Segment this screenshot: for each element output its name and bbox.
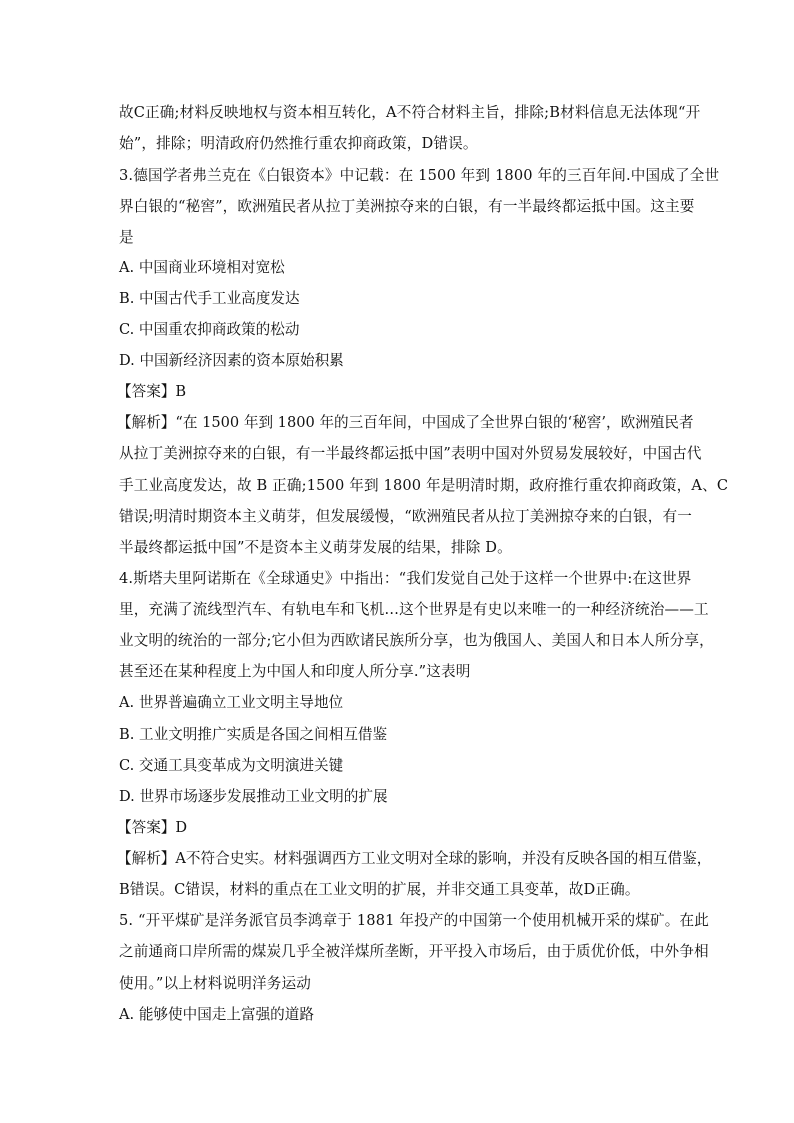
question-3-analysis: 手工业高度发达，故 B 正确;1500 年到 1800 年是明清时期，政府推行重农抑商政策，A、C xyxy=(119,477,729,494)
question-4-stem: 甚至还在某种程度上为中国人和印度人所分享.”这表明 xyxy=(119,663,471,680)
question-3-analysis: 从拉丁美洲掠夺来的白银，有一半最终都运抵中国”表明中国对外贸易发展较好，中国古代 xyxy=(119,445,702,462)
question-4-analysis: 【解析】A不符合史实。材料强调西方工业文明对全球的影响，并没有反映各国的相互借鉴， xyxy=(117,850,712,867)
question-3-option-b: B. 中国古代手工业高度发达 xyxy=(119,290,300,307)
question-3-option-d: D. 中国新经济因素的资本原始积累 xyxy=(119,352,344,369)
question-3-answer: 【答案】B xyxy=(117,383,187,400)
question-4-stem: 业文明的统治的一部分;它小但为西欧诸民族所分享，也为俄国人、美国人和日本人所分享， xyxy=(119,632,714,649)
question-4-option-c: C. 交通工具变革成为文明演进关键 xyxy=(119,757,344,774)
text-line: 故C正确;材料反映地权与资本相互转化，A不符合材料主旨，排除;B材料信息无法体现“开 xyxy=(119,104,701,121)
question-3-analysis: 半最终都运抵中国”不是资本主义萌芽发展的结果，排除 D。 xyxy=(119,539,512,556)
question-4-option-a: A. 世界普遍确立工业文明主导地位 xyxy=(119,694,344,711)
question-4-option-d: D. 世界市场逐步发展推动工业文明的扩展 xyxy=(119,788,388,805)
question-5-stem: 之前通商口岸所需的煤炭几乎全被洋煤所垄断，开平投入市场后，由于质优价低，中外争相 xyxy=(119,943,709,960)
question-5-stem: 使用。”以上材料说明洋务运动 xyxy=(119,975,311,992)
question-3-option-c: C. 中国重农抑商政策的松动 xyxy=(119,321,300,338)
question-4-analysis: B错误。C错误，材料的重点在工业文明的扩展，并非交通工具变革，故D正确。 xyxy=(119,881,640,898)
question-4-stem: 4.斯塔夫里阿诺斯在《全球通史》中指出：“我们发觉自己处于这样一个世界中:在这世界 xyxy=(119,570,692,587)
question-3-option-a: A. 中国商业环境相对宽松 xyxy=(119,259,285,276)
question-5-option-a: A. 能够使中国走上富强的道路 xyxy=(119,1006,314,1023)
text-line: 始”，排除；明清政府仍然推行重农抑商政策，D错误。 xyxy=(119,135,478,152)
question-4-option-b: B. 工业文明推广实质是各国之间相互借鉴 xyxy=(119,726,388,743)
question-5-stem: 5. “开平煤矿是洋务派官员李鸿章于 1881 年投产的中国第一个使用机械开采的煤矿。在此 xyxy=(119,912,709,929)
question-4-stem: 里，充满了流线型汽车、有轨电车和飞机…这个世界是有史以来唯一的一种经济统治——工 xyxy=(119,601,709,618)
question-3-stem: 3.德国学者弗兰克在《白银资本》中记载：在 1500 年到 1800 年的三百年间.中国成了全世 xyxy=(119,167,720,184)
question-4-answer: 【答案】D xyxy=(117,819,188,836)
question-3-analysis: 【解析】“在 1500 年到 1800 年的三百年间，中国成了全世界白银的‘秘窖’，欧洲殖民者 xyxy=(117,414,694,431)
question-3-stem: 界白银的“秘窖”，欧洲殖民者从拉丁美洲掠夺来的白银，有一半最终都运抵中国。这主要 xyxy=(119,198,695,215)
question-3-analysis: 错误;明清时期资本主义萌芽，但发展缓慢，“欧洲殖民者从拉丁美洲掠夺来的白银，有一 xyxy=(119,508,692,525)
question-3-stem: 是 xyxy=(119,229,134,246)
